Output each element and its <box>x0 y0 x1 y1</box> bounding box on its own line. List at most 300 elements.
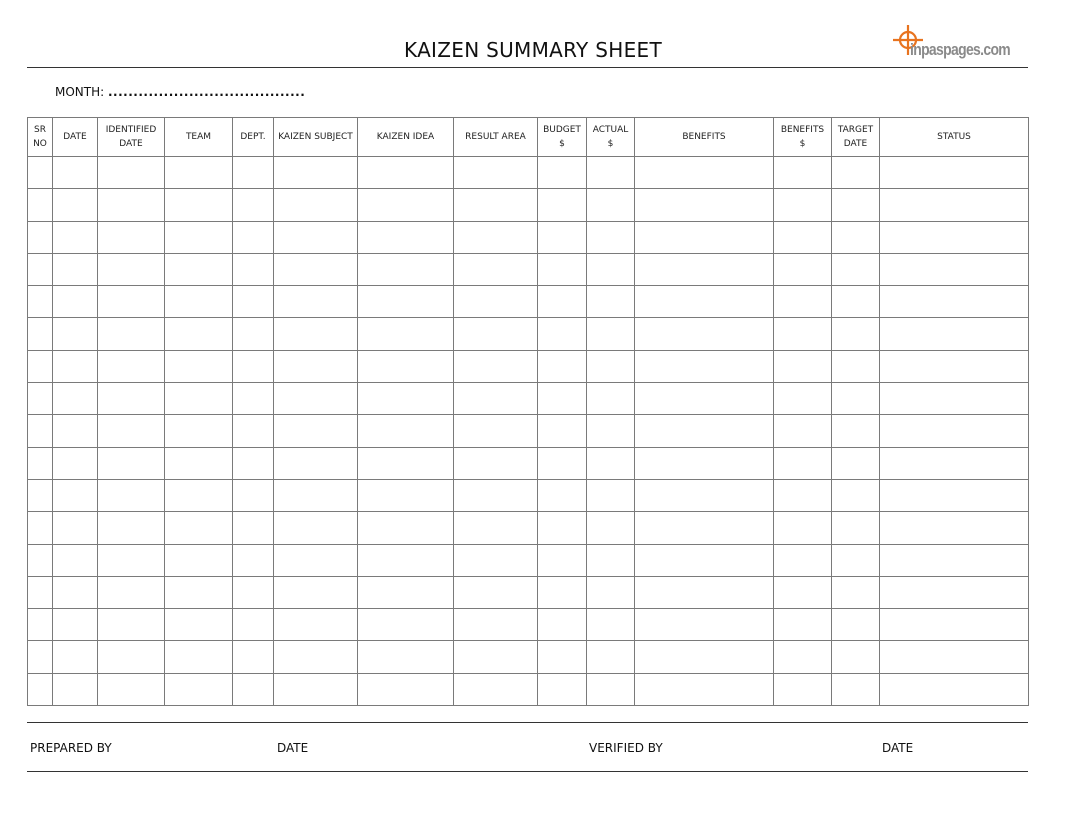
table-cell[interactable] <box>274 157 358 189</box>
table-cell[interactable] <box>274 673 358 705</box>
table-cell[interactable] <box>165 318 233 350</box>
table-cell[interactable] <box>454 286 538 318</box>
table-cell[interactable] <box>233 383 274 415</box>
table-cell[interactable] <box>98 415 165 447</box>
table-cell[interactable] <box>165 350 233 382</box>
table-cell[interactable] <box>358 221 454 253</box>
table-cell[interactable] <box>233 318 274 350</box>
table-cell[interactable] <box>358 447 454 479</box>
table-cell[interactable] <box>832 157 880 189</box>
table-cell[interactable] <box>53 383 98 415</box>
table-cell[interactable] <box>774 512 832 544</box>
table-cell[interactable] <box>28 253 53 285</box>
table-cell[interactable] <box>28 189 53 221</box>
table-cell[interactable] <box>774 318 832 350</box>
table-cell[interactable] <box>98 479 165 511</box>
table-cell[interactable] <box>832 544 880 576</box>
table-cell[interactable] <box>358 253 454 285</box>
table-cell[interactable] <box>454 350 538 382</box>
table-cell[interactable] <box>233 286 274 318</box>
table-cell[interactable] <box>635 447 774 479</box>
column-header <box>587 118 635 157</box>
table-cell[interactable] <box>233 189 274 221</box>
table-cell[interactable] <box>832 415 880 447</box>
table-cell[interactable] <box>454 544 538 576</box>
table-cell[interactable] <box>454 447 538 479</box>
table-cell[interactable] <box>774 415 832 447</box>
table-cell[interactable] <box>880 383 1029 415</box>
table-cell[interactable] <box>53 673 98 705</box>
table-cell[interactable] <box>880 479 1029 511</box>
table-row <box>28 221 1029 253</box>
table-cell[interactable] <box>774 479 832 511</box>
table-cell[interactable] <box>165 512 233 544</box>
table-cell[interactable] <box>880 350 1029 382</box>
table-cell[interactable] <box>358 350 454 382</box>
table-row <box>28 383 1029 415</box>
table-cell[interactable] <box>28 221 53 253</box>
table-cell[interactable] <box>28 512 53 544</box>
table-cell[interactable] <box>635 641 774 673</box>
table-cell[interactable] <box>832 512 880 544</box>
table-cell[interactable] <box>274 415 358 447</box>
table-cell[interactable] <box>28 350 53 382</box>
table-cell[interactable] <box>635 609 774 641</box>
column-header <box>98 118 165 157</box>
table-row <box>28 641 1029 673</box>
table-cell[interactable] <box>880 641 1029 673</box>
table-cell[interactable] <box>165 609 233 641</box>
table-cell[interactable] <box>165 576 233 608</box>
table-cell[interactable] <box>165 415 233 447</box>
table-cell[interactable] <box>53 286 98 318</box>
table-row <box>28 350 1029 382</box>
table-cell[interactable] <box>587 189 635 221</box>
table-cell[interactable] <box>454 609 538 641</box>
table-cell[interactable] <box>28 415 53 447</box>
page-title: KAIZEN SUMMARY SHEET <box>404 38 662 62</box>
table-cell[interactable] <box>28 641 53 673</box>
table-row <box>28 512 1029 544</box>
column-header-text: $ <box>799 139 806 149</box>
table-cell[interactable] <box>98 221 165 253</box>
table-cell[interactable] <box>165 641 233 673</box>
table-cell[interactable] <box>28 447 53 479</box>
table-cell[interactable] <box>53 479 98 511</box>
table-cell[interactable] <box>358 479 454 511</box>
table-cell[interactable] <box>53 350 98 382</box>
table-cell[interactable] <box>880 544 1029 576</box>
table-cell[interactable] <box>53 447 98 479</box>
table-cell[interactable] <box>538 479 587 511</box>
table-cell[interactable] <box>538 544 587 576</box>
table-cell[interactable] <box>774 350 832 382</box>
table-cell[interactable] <box>358 318 454 350</box>
table-cell[interactable] <box>880 157 1029 189</box>
table-cell[interactable] <box>635 544 774 576</box>
table-row <box>28 576 1029 608</box>
table-cell[interactable] <box>98 318 165 350</box>
table-cell[interactable] <box>165 383 233 415</box>
table-cell[interactable] <box>832 576 880 608</box>
column-header-text: $ <box>607 139 614 149</box>
table-cell[interactable] <box>28 318 53 350</box>
title-divider <box>27 67 1028 68</box>
column-header <box>832 118 880 157</box>
table-cell[interactable] <box>28 673 53 705</box>
table-cell[interactable] <box>880 415 1029 447</box>
table-cell[interactable] <box>274 576 358 608</box>
table-cell[interactable] <box>635 415 774 447</box>
table-row <box>28 544 1029 576</box>
table-cell[interactable] <box>233 609 274 641</box>
column-header-text: BUDGET <box>543 125 581 135</box>
month-value: ....................................... <box>108 85 306 99</box>
table-cell[interactable] <box>538 641 587 673</box>
table-cell[interactable] <box>454 383 538 415</box>
table-cell[interactable] <box>774 609 832 641</box>
table-cell[interactable] <box>98 576 165 608</box>
table-cell[interactable] <box>538 673 587 705</box>
table-cell[interactable] <box>274 189 358 221</box>
table-cell[interactable] <box>832 318 880 350</box>
column-header-text: KAIZEN SUBJECT <box>278 132 353 142</box>
table-cell[interactable] <box>454 576 538 608</box>
table-cell[interactable] <box>53 157 98 189</box>
table-cell[interactable] <box>587 512 635 544</box>
table-cell[interactable] <box>98 350 165 382</box>
table-cell[interactable] <box>274 253 358 285</box>
column-header <box>774 118 832 157</box>
table-cell[interactable] <box>358 641 454 673</box>
table-cell[interactable] <box>53 415 98 447</box>
table-cell[interactable] <box>774 673 832 705</box>
column-header-text: DATE <box>119 139 143 149</box>
table-cell[interactable] <box>832 286 880 318</box>
table-cell[interactable] <box>274 286 358 318</box>
table-cell[interactable] <box>538 609 587 641</box>
table-cell[interactable] <box>274 221 358 253</box>
table-cell[interactable] <box>28 609 53 641</box>
table-cell[interactable] <box>274 350 358 382</box>
table-cell[interactable] <box>358 383 454 415</box>
table-cell[interactable] <box>587 157 635 189</box>
table-cell[interactable] <box>165 286 233 318</box>
table-cell[interactable] <box>774 383 832 415</box>
table-cell[interactable] <box>880 609 1029 641</box>
table-cell[interactable] <box>28 576 53 608</box>
table-cell[interactable] <box>538 383 587 415</box>
column-header <box>165 118 233 157</box>
prepared-by-label: PREPARED BY <box>30 741 112 755</box>
table-cell[interactable] <box>832 253 880 285</box>
table-cell[interactable] <box>165 157 233 189</box>
table-cell[interactable] <box>538 447 587 479</box>
table-cell[interactable] <box>774 157 832 189</box>
column-header-text: BENEFITS <box>682 132 726 142</box>
table-row <box>28 609 1029 641</box>
table-cell[interactable] <box>233 253 274 285</box>
table-cell[interactable] <box>358 157 454 189</box>
prepared-date-label: DATE <box>277 741 309 755</box>
table-cell[interactable] <box>274 609 358 641</box>
table-row <box>28 415 1029 447</box>
table-cell[interactable] <box>587 286 635 318</box>
table-cell[interactable] <box>165 221 233 253</box>
table-cell[interactable] <box>454 318 538 350</box>
table-cell[interactable] <box>774 544 832 576</box>
table-cell[interactable] <box>274 318 358 350</box>
table-cell[interactable] <box>880 576 1029 608</box>
table-cell[interactable] <box>53 512 98 544</box>
table-cell[interactable] <box>587 447 635 479</box>
table-cell[interactable] <box>53 318 98 350</box>
table-cell[interactable] <box>165 673 233 705</box>
table-cell[interactable] <box>454 415 538 447</box>
table-cell[interactable] <box>53 221 98 253</box>
table-cell[interactable] <box>165 447 233 479</box>
table-cell[interactable] <box>233 641 274 673</box>
table-cell[interactable] <box>454 479 538 511</box>
table-cell[interactable] <box>587 641 635 673</box>
table-cell[interactable] <box>98 253 165 285</box>
table-cell[interactable] <box>774 576 832 608</box>
table-cell[interactable] <box>454 512 538 544</box>
footer-top-divider <box>27 722 1028 723</box>
table-cell[interactable] <box>454 253 538 285</box>
table-cell[interactable] <box>832 673 880 705</box>
table-cell[interactable] <box>538 318 587 350</box>
table-cell[interactable] <box>358 415 454 447</box>
table-cell[interactable] <box>774 641 832 673</box>
table-cell[interactable] <box>98 609 165 641</box>
table-cell[interactable] <box>233 512 274 544</box>
table-cell[interactable] <box>358 576 454 608</box>
column-header-text: ACTUAL <box>592 125 629 135</box>
table-cell[interactable] <box>233 350 274 382</box>
column-header-text: STATUS <box>937 132 971 142</box>
table-row <box>28 479 1029 511</box>
table-cell[interactable] <box>538 189 587 221</box>
table-cell[interactable] <box>274 479 358 511</box>
table-cell[interactable] <box>274 447 358 479</box>
table-cell[interactable] <box>274 383 358 415</box>
table-row <box>28 318 1029 350</box>
table-cell[interactable] <box>53 189 98 221</box>
table-row <box>28 253 1029 285</box>
table-cell[interactable] <box>53 576 98 608</box>
column-header-text: DATE <box>63 132 87 142</box>
column-header-text: TARGET <box>837 125 874 135</box>
table-cell[interactable] <box>832 221 880 253</box>
table-cell[interactable] <box>53 253 98 285</box>
table-cell[interactable] <box>832 447 880 479</box>
table-cell[interactable] <box>587 415 635 447</box>
table-cell[interactable] <box>880 221 1029 253</box>
table-cell[interactable] <box>880 673 1029 705</box>
table-cell[interactable] <box>635 221 774 253</box>
table-cell[interactable] <box>774 286 832 318</box>
column-header <box>880 118 1029 157</box>
table-cell[interactable] <box>587 673 635 705</box>
column-header <box>454 118 538 157</box>
table-cell[interactable] <box>165 253 233 285</box>
site-logo <box>890 24 1030 64</box>
table-cell[interactable] <box>274 512 358 544</box>
table-row <box>28 673 1029 705</box>
column-header-text: $ <box>559 139 565 149</box>
table-cell[interactable] <box>538 512 587 544</box>
table-cell[interactable] <box>832 189 880 221</box>
table-cell[interactable] <box>98 447 165 479</box>
column-header-text: DATE <box>843 139 868 149</box>
table-cell[interactable] <box>635 286 774 318</box>
table-cell[interactable] <box>538 253 587 285</box>
table-cell[interactable] <box>774 253 832 285</box>
verified-by-label: VERIFIED BY <box>589 741 663 755</box>
table-cell[interactable] <box>98 512 165 544</box>
table-cell[interactable] <box>98 641 165 673</box>
table-cell[interactable] <box>880 253 1029 285</box>
table-cell[interactable] <box>774 189 832 221</box>
table-cell[interactable] <box>233 479 274 511</box>
column-header-text: IDENTIFIED <box>105 125 157 135</box>
table-cell[interactable] <box>98 286 165 318</box>
table-cell[interactable] <box>274 641 358 673</box>
table-cell[interactable] <box>274 544 358 576</box>
table-cell[interactable] <box>538 221 587 253</box>
table-cell[interactable] <box>454 673 538 705</box>
table-cell[interactable] <box>635 383 774 415</box>
table-cell[interactable] <box>98 544 165 576</box>
table-cell[interactable] <box>774 447 832 479</box>
table-cell[interactable] <box>538 157 587 189</box>
table-cell[interactable] <box>832 350 880 382</box>
column-header <box>635 118 774 157</box>
table-cell[interactable] <box>165 544 233 576</box>
column-header-text: DEPT. <box>240 132 266 142</box>
table-cell[interactable] <box>358 544 454 576</box>
table-row <box>28 157 1029 189</box>
table-cell[interactable] <box>587 383 635 415</box>
column-header-text: KAIZEN IDEA <box>376 132 435 142</box>
column-header-text: BENEFITS <box>780 125 825 135</box>
table-cell[interactable] <box>358 512 454 544</box>
table-cell[interactable] <box>587 576 635 608</box>
table-cell[interactable] <box>635 576 774 608</box>
table-cell[interactable] <box>635 157 774 189</box>
table-cell[interactable] <box>28 383 53 415</box>
table-cell[interactable] <box>165 189 233 221</box>
table-cell[interactable] <box>454 221 538 253</box>
table-header-row <box>28 118 1029 157</box>
table-cell[interactable] <box>587 318 635 350</box>
table-cell[interactable] <box>538 415 587 447</box>
table-cell[interactable] <box>538 286 587 318</box>
table-cell[interactable] <box>587 544 635 576</box>
table-cell[interactable] <box>635 189 774 221</box>
table-cell[interactable] <box>587 350 635 382</box>
table-cell[interactable] <box>233 673 274 705</box>
table-cell[interactable] <box>538 576 587 608</box>
table-cell[interactable] <box>832 383 880 415</box>
table-cell[interactable] <box>454 157 538 189</box>
table-cell[interactable] <box>587 221 635 253</box>
table-cell[interactable] <box>233 447 274 479</box>
table-cell[interactable] <box>635 318 774 350</box>
table-cell[interactable] <box>233 576 274 608</box>
table-cell[interactable] <box>880 512 1029 544</box>
table-cell[interactable] <box>98 383 165 415</box>
column-header-text: RESULT AREA <box>465 132 526 142</box>
table-row <box>28 286 1029 318</box>
column-header <box>274 118 358 157</box>
table-cell[interactable] <box>28 479 53 511</box>
table-cell[interactable] <box>832 641 880 673</box>
table-cell[interactable] <box>233 157 274 189</box>
table-cell[interactable] <box>233 544 274 576</box>
table-cell[interactable] <box>880 286 1029 318</box>
table-cell[interactable] <box>358 189 454 221</box>
table-cell[interactable] <box>358 673 454 705</box>
kaizen-table <box>27 117 1029 706</box>
footer-bottom-divider <box>27 771 1028 772</box>
column-header-text: TEAM <box>185 132 212 142</box>
month-label: MONTH: <box>55 85 105 99</box>
table-cell[interactable] <box>233 221 274 253</box>
table-cell[interactable] <box>635 350 774 382</box>
table-cell[interactable] <box>28 157 53 189</box>
table-cell[interactable] <box>358 609 454 641</box>
column-header <box>358 118 454 157</box>
table-row <box>28 189 1029 221</box>
table-cell[interactable] <box>774 221 832 253</box>
table-cell[interactable] <box>98 673 165 705</box>
table-cell[interactable] <box>587 609 635 641</box>
table-cell[interactable] <box>538 350 587 382</box>
column-header <box>28 118 53 157</box>
table-cell[interactable] <box>28 544 53 576</box>
table-cell[interactable] <box>98 157 165 189</box>
table-cell[interactable] <box>635 479 774 511</box>
table-cell[interactable] <box>53 609 98 641</box>
column-header <box>53 118 98 157</box>
table-cell[interactable] <box>635 673 774 705</box>
table-cell[interactable] <box>880 318 1029 350</box>
table-row <box>28 447 1029 479</box>
table-cell[interactable] <box>454 189 538 221</box>
table-cell[interactable] <box>880 447 1029 479</box>
table-cell[interactable] <box>165 479 233 511</box>
table-cell[interactable] <box>832 479 880 511</box>
table-cell[interactable] <box>98 189 165 221</box>
table-cell[interactable] <box>832 609 880 641</box>
table-cell[interactable] <box>53 544 98 576</box>
table-cell[interactable] <box>587 253 635 285</box>
month-field <box>55 85 305 99</box>
table-cell[interactable] <box>233 415 274 447</box>
column-header <box>538 118 587 157</box>
table-cell[interactable] <box>358 286 454 318</box>
table-cell[interactable] <box>454 641 538 673</box>
table-body <box>28 157 1029 706</box>
table-cell[interactable] <box>635 253 774 285</box>
table-cell[interactable] <box>587 479 635 511</box>
table-cell[interactable] <box>880 189 1029 221</box>
table-cell[interactable] <box>28 286 53 318</box>
table-cell[interactable] <box>635 512 774 544</box>
table-cell[interactable] <box>53 641 98 673</box>
